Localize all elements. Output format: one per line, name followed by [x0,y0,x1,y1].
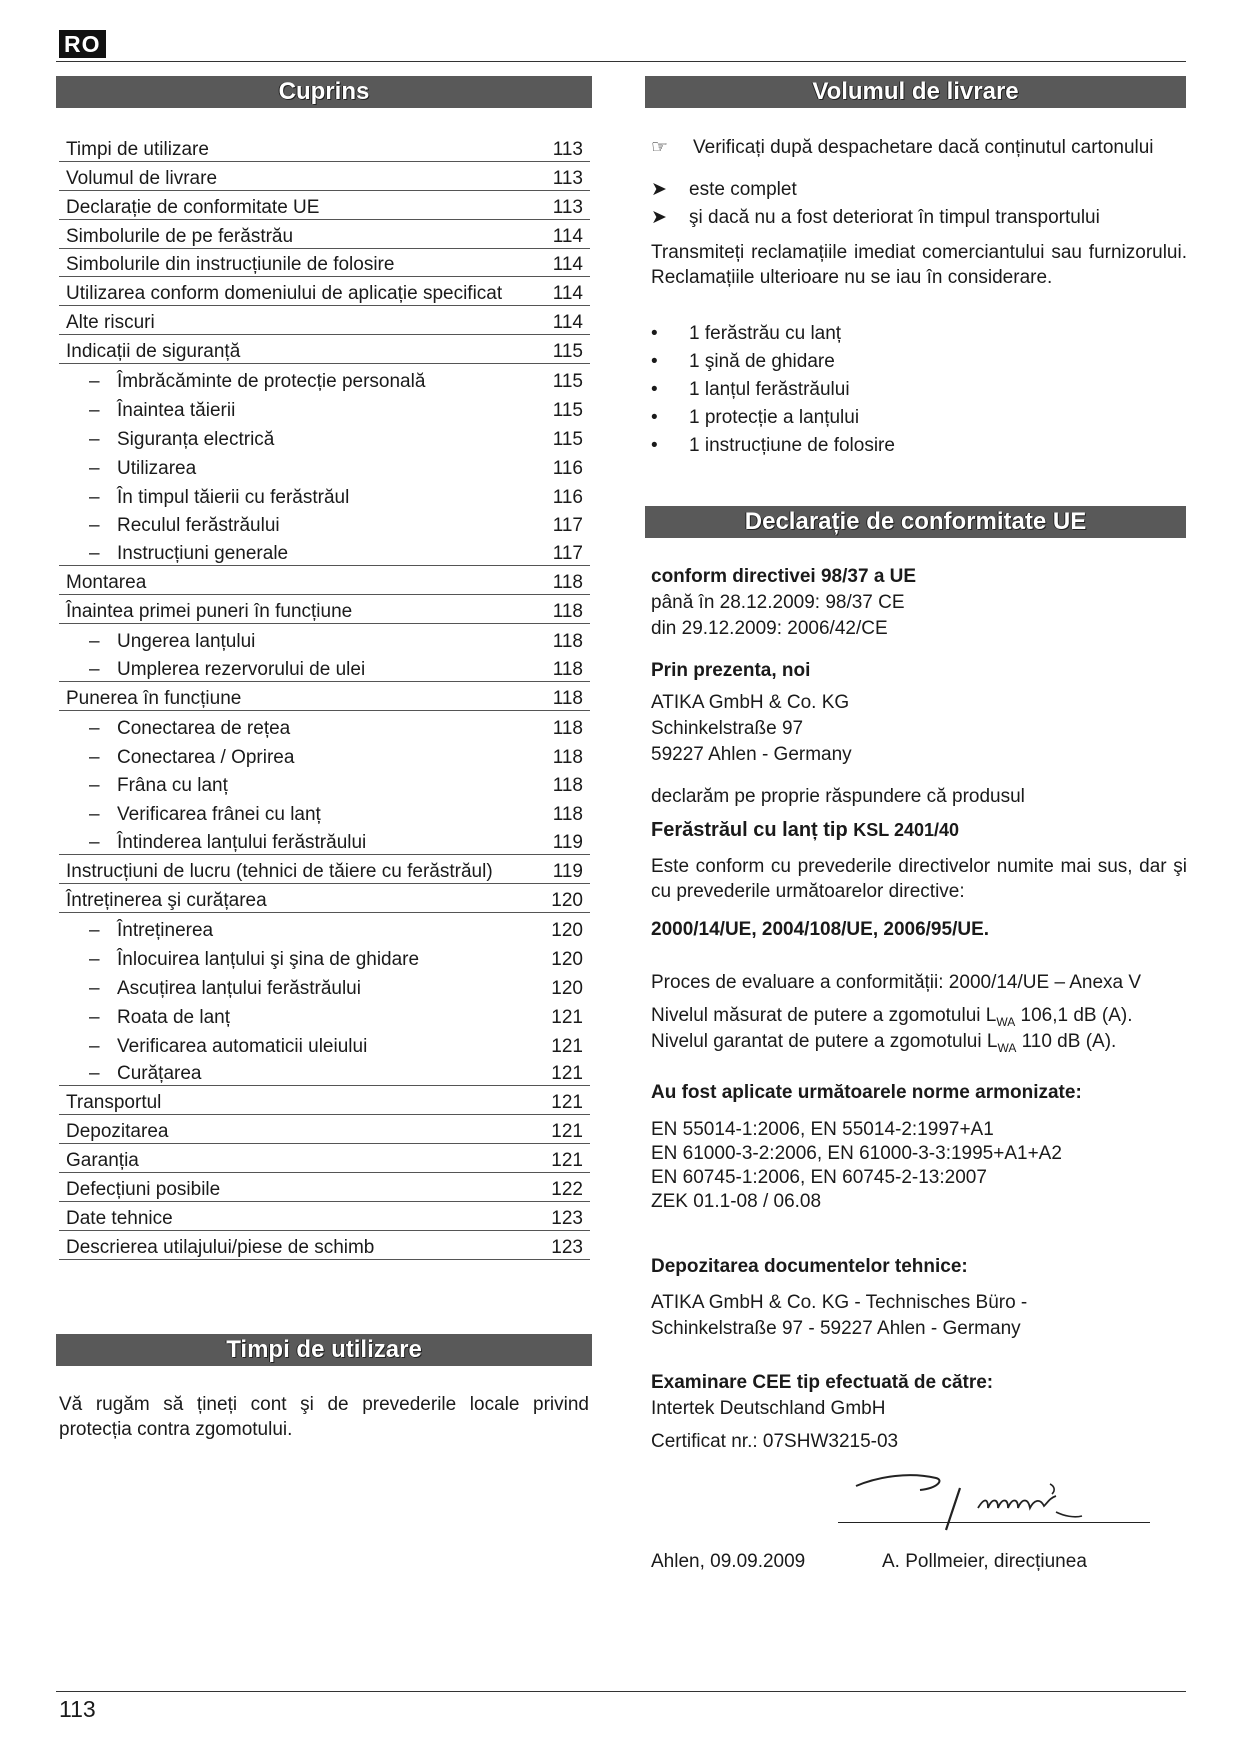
toc-entry-label: Transportul [66,1092,162,1114]
dash-icon: – [89,977,100,999]
bullet-icon: • [651,435,658,456]
toc-row [59,740,590,769]
delivery-item [651,404,1187,432]
dash-icon: – [89,746,100,768]
noise-measured-sub: WA [996,1014,1016,1029]
toc-entry-page: 118 [552,746,583,768]
toc-entry-page: 118 [552,631,583,653]
toc-entry-page: 120 [551,890,583,912]
norm-line: EN 60745-1:2006, EN 60745-2-13:2007 [651,1167,987,1188]
toc-entry-page: 118 [552,572,583,594]
delivery-item-text: 1 şină de ghidare [689,351,835,372]
norm-line: EN 55014-1:2006, EN 55014-2:1997+A1 [651,1119,994,1140]
toc-row [59,509,590,538]
toc-entry-page: 121 [551,1150,583,1172]
signature-image [850,1468,1150,1538]
docs-heading: Depozitarea documentelor tehnice: [651,1256,968,1277]
delivery-item [651,432,1187,460]
evaluation-text: Proces de evaluare a conformității: 2000/14/UE – Anexa V [651,972,1142,993]
toc-entry-page: 121 [551,1063,583,1085]
toc-entry-page: 113 [552,138,583,160]
toc-entry-label: Simbolurile din instrucțiunile de folosire [66,254,395,276]
delivery-title: Volumul de livrare [645,76,1186,108]
toc-entry-page: 121 [551,1035,583,1057]
toc-entry-page: 122 [551,1178,583,1200]
toc-entry-label: Verificarea frânei cu lanț [117,804,321,826]
toc-entry-label: Utilizarea conform domeniului de aplicație specificat [66,283,503,305]
toc-row [59,191,590,220]
toc-row [59,826,590,855]
declare-text: declarăm pe proprie răspundere că produsul [651,786,1025,807]
dash-icon: – [89,717,100,739]
noise-measured-label: Nivelul măsurat de putere a zgomotului L [651,1005,997,1026]
dash-icon: – [89,919,100,941]
toc-row [59,1115,590,1144]
usage-times-title: Timpi de utilizare [56,1334,592,1366]
arrow-icon: ➤ [651,207,667,228]
toc-entry-page: 116 [552,457,583,479]
dash-icon: – [89,1063,100,1085]
check-item [651,204,1187,232]
check-item-text: este complet [689,179,797,200]
toc-entry-label: Utilizarea [117,457,197,479]
toc-entry-label: Ungerea lanțului [117,631,256,653]
toc-entry-page: 115 [552,341,583,363]
docs-line-2: Schinkelstraße 97 - 59227 Ahlen - Germany [651,1318,1021,1339]
norms-list [651,1117,1187,1213]
toc-entry-page: 120 [551,977,583,999]
we-heading: Prin prezenta, noi [651,660,811,681]
exam-body: Intertek Deutschland GmbH [651,1398,886,1419]
toc-row [59,1000,590,1029]
toc-entry-page: 115 [552,399,583,421]
table-of-contents [59,133,590,1260]
dash-icon: – [89,948,100,970]
directive-heading: conform directivei 98/37 a UE [651,566,917,587]
page-number: 113 [59,1696,96,1722]
toc-entry-label: Siguranța electrică [117,428,275,450]
place-date: Ahlen, 09.09.2009 [651,1551,806,1572]
toc-entry-label: Frâna cu lanț [117,775,228,797]
toc-entry-page: 118 [552,804,583,826]
toc-entry-label: Volumul de livrare [66,167,218,189]
delivery-item [651,320,1187,348]
toc-row [59,220,590,249]
toc-entry-label: Instrucțiuni generale [117,543,289,565]
toc-entry-label: Timpi de utilizare [66,138,209,160]
dash-icon: – [89,1035,100,1057]
toc-entry-page: 120 [551,919,583,941]
toc-entry-label: Reculul ferăstrăului [117,515,280,537]
toc-row [59,451,590,480]
directive-line-2: din 29.12.2009: 2006/42/CE [651,618,888,639]
toc-entry-page: 114 [552,312,583,334]
toc-row [59,480,590,509]
bullet-icon: • [651,407,658,428]
toc-entry-page: 115 [552,428,583,450]
delivery-item [651,376,1187,404]
toc-entry-label: Ascuțirea lanțului ferăstrăului [117,977,361,999]
toc-entry-label: Înlocuirea lanțului şi şina de ghidare [117,948,420,970]
delivery-item-text: 1 lanțul ferăstrăului [689,379,850,400]
dash-icon: – [89,775,100,797]
toc-row [59,335,590,364]
noise-guaranteed-sub: WA [997,1040,1017,1055]
toc-entry-page: 114 [552,283,583,305]
signatory: A. Pollmeier, direcțiunea [882,1551,1087,1572]
toc-entry-page: 118 [552,601,583,623]
toc-row [59,162,590,191]
toc-entry-label: Depozitarea [66,1121,169,1143]
noise-guaranteed-value: 110 dB (A). [1021,1031,1117,1052]
toc-entry-page: 121 [551,1121,583,1143]
toc-entry-label: În timpul tăierii cu ferăstrăul [117,486,350,508]
toc-entry-page: 118 [552,775,583,797]
toc-entry-label: Verificarea automaticii uleiului [117,1035,368,1057]
toc-entry-page: 123 [551,1236,583,1258]
toc-row [59,624,590,653]
toc-row [59,422,590,451]
toc-entry-label: Punerea în funcțiune [66,687,242,709]
dash-icon: – [89,486,100,508]
bullet-icon: • [651,379,658,400]
toc-entry-label: Întreținerea şi curățarea [66,890,267,912]
toc-entry-page: 121 [551,1006,583,1028]
pointing-hand-icon: ☞ [651,136,669,158]
product-line [651,818,959,843]
toc-entry-page: 117 [552,543,583,565]
toc-entry-page: 113 [552,196,583,218]
toc-entry-label: Montarea [66,572,147,594]
toc-entry-label: Declarație de conformitate UE [66,196,320,218]
norm-line: EN 61000-3-2:2006, EN 61000-3-3:1995+A1+A2 [651,1143,1062,1164]
toc-row [59,1058,590,1087]
toc-row [59,566,590,595]
toc-row [59,1086,590,1115]
toc-entry-page: 115 [552,371,583,393]
dash-icon: – [89,428,100,450]
toc-entry-label: Întinderea lanțului ferăstrăului [117,832,367,854]
toc-entry-page: 118 [552,658,583,680]
toc-row [59,971,590,1000]
toc-row [59,1144,590,1173]
toc-row [59,306,590,335]
delivery-check-text: Verificați după despachetare dacă conținutul cartonului [693,137,1154,158]
conformity-title: Declarație de conformitate UE [645,506,1186,538]
norms-heading: Au fost aplicate următoarele norme armonizate: [651,1082,1082,1103]
toc-row [59,797,590,826]
dash-icon: – [89,631,100,653]
toc-entry-page: 119 [552,832,583,854]
company-line-3: 59227 Ahlen - Germany [651,744,852,765]
docs-line-1: ATIKA GmbH & Co. KG - Technisches Büro - [651,1292,1028,1313]
toc-row [59,595,590,624]
signature-line [838,1522,1150,1523]
toc-entry-page: 116 [552,486,583,508]
toc-row [59,855,590,884]
dash-icon: – [89,658,100,680]
dash-icon: – [89,457,100,479]
toc-entry-label: Defecțiuni posibile [66,1178,221,1200]
delivery-item-text: 1 instrucțiune de folosire [689,435,895,456]
dash-icon: – [89,804,100,826]
dash-icon: – [89,1006,100,1028]
usage-times-text: Vă rugăm să țineți cont şi de prevederile locale privind protecția contra zgomotului. [59,1394,589,1440]
toc-row [59,133,590,162]
toc-row [59,769,590,798]
check-item-text: şi dacă nu a fost deteriorat în timpul transportului [689,207,1100,228]
check-item [651,176,1187,204]
delivery-items-list [651,320,1187,460]
toc-entry-label: Instrucțiuni de lucru (tehnici de tăiere cu ferăstrăul) [66,861,493,883]
toc-entry-page: 113 [552,167,583,189]
company-line-1: ATIKA GmbH & Co. KG [651,692,850,713]
delivery-item [651,348,1187,376]
toc-row [59,537,590,566]
dash-icon: – [89,832,100,854]
delivery-item-text: 1 protecție a lanțului [689,407,860,428]
toc-row [59,249,590,278]
toc-entry-page: 114 [552,254,583,276]
noise-guaranteed-label: Nivelul garantat de putere a zgomotului L [651,1031,998,1052]
toc-row [59,1173,590,1202]
exam-heading: Examinare CEE tip efectuată de către: [651,1372,994,1393]
toc-row [59,682,590,711]
toc-entry-page: 118 [552,687,583,709]
toc-entry-label: Înaintea tăierii [117,399,236,421]
toc-row [59,277,590,306]
bullet-icon: • [651,323,658,344]
toc-row [59,942,590,971]
dash-icon: – [89,515,100,537]
toc-entry-label: Îmbrăcăminte de protecție personală [117,371,426,393]
delivery-check-line [651,135,1187,160]
toc-entry-page: 117 [552,515,583,537]
delivery-complaint-text: Transmiteți reclamațiile imediat comerciantului sau furnizorului. Reclamațiile ulterioare nu se iau în considerare. [651,242,1187,288]
toc-entry-label: Curățarea [117,1063,202,1085]
toc-entry-page: 120 [551,948,583,970]
certificate-number: Certificat nr.: 07SHW3215-03 [651,1431,899,1452]
noise-measured-value: 106,1 dB (A). [1020,1005,1133,1026]
delivery-item-text: 1 ferăstrău cu lanț [689,323,842,344]
bottom-divider [56,1691,1186,1692]
toc-entry-label: Conectarea / Oprirea [117,746,295,768]
toc-entry-label: Simbolurile de pe ferăstrău [66,225,294,247]
compliance-text: Este conform cu prevederile directivelor numite mai sus, dar şi cu prevederile următoarelor directive: [651,856,1187,902]
toc-entry-label: Alte riscuri [66,312,155,334]
toc-row [59,1029,590,1058]
company-line-2: Schinkelstraße 97 [651,718,804,739]
toc-row [59,711,590,740]
toc-entry-page: 121 [551,1092,583,1114]
directives-list: 2000/14/UE, 2004/108/UE, 2006/95/UE. [651,919,990,940]
toc-entry-label: Date tehnice [66,1207,173,1229]
toc-entry-page: 118 [552,717,583,739]
dash-icon: – [89,371,100,393]
toc-entry-label: Înaintea primei puneri în funcțiune [66,601,353,623]
top-divider [56,61,1186,62]
toc-row [59,1231,590,1260]
toc-row [59,1202,590,1231]
language-label: RO [59,30,106,58]
toc-row [59,913,590,942]
toc-entry-label: Conectarea de rețea [117,717,291,739]
toc-row [59,884,590,913]
dash-icon: – [89,543,100,565]
toc-entry-page: 123 [551,1207,583,1229]
toc-entry-label: Întreținerea [117,919,214,941]
toc-entry-label: Roata de lanț [117,1006,231,1028]
bullet-icon: • [651,351,658,372]
toc-entry-label: Umplerea rezervorului de ulei [117,658,366,680]
directive-line-1: până în 28.12.2009: 98/37 CE [651,592,905,613]
toc-title: Cuprins [56,76,592,108]
toc-row [59,393,590,422]
delivery-check-list [651,176,1187,232]
toc-entry-page: 114 [552,225,583,247]
toc-entry-label: Descrierea utilajului/piese de schimb [66,1236,375,1258]
dash-icon: – [89,399,100,421]
toc-entry-label: Indicații de siguranță [66,341,241,363]
norm-line: ZEK 01.1-08 / 06.08 [651,1191,822,1212]
noise-guaranteed [651,1029,1116,1061]
toc-entry-page: 119 [552,861,583,883]
toc-entry-label: Garanția [66,1150,139,1172]
product-model: KSL 2401/40 [853,820,960,840]
toc-row [59,364,590,393]
product-prefix: Ferăstrăul cu lanț tip [651,819,848,841]
toc-row [59,653,590,682]
arrow-icon: ➤ [651,179,667,200]
